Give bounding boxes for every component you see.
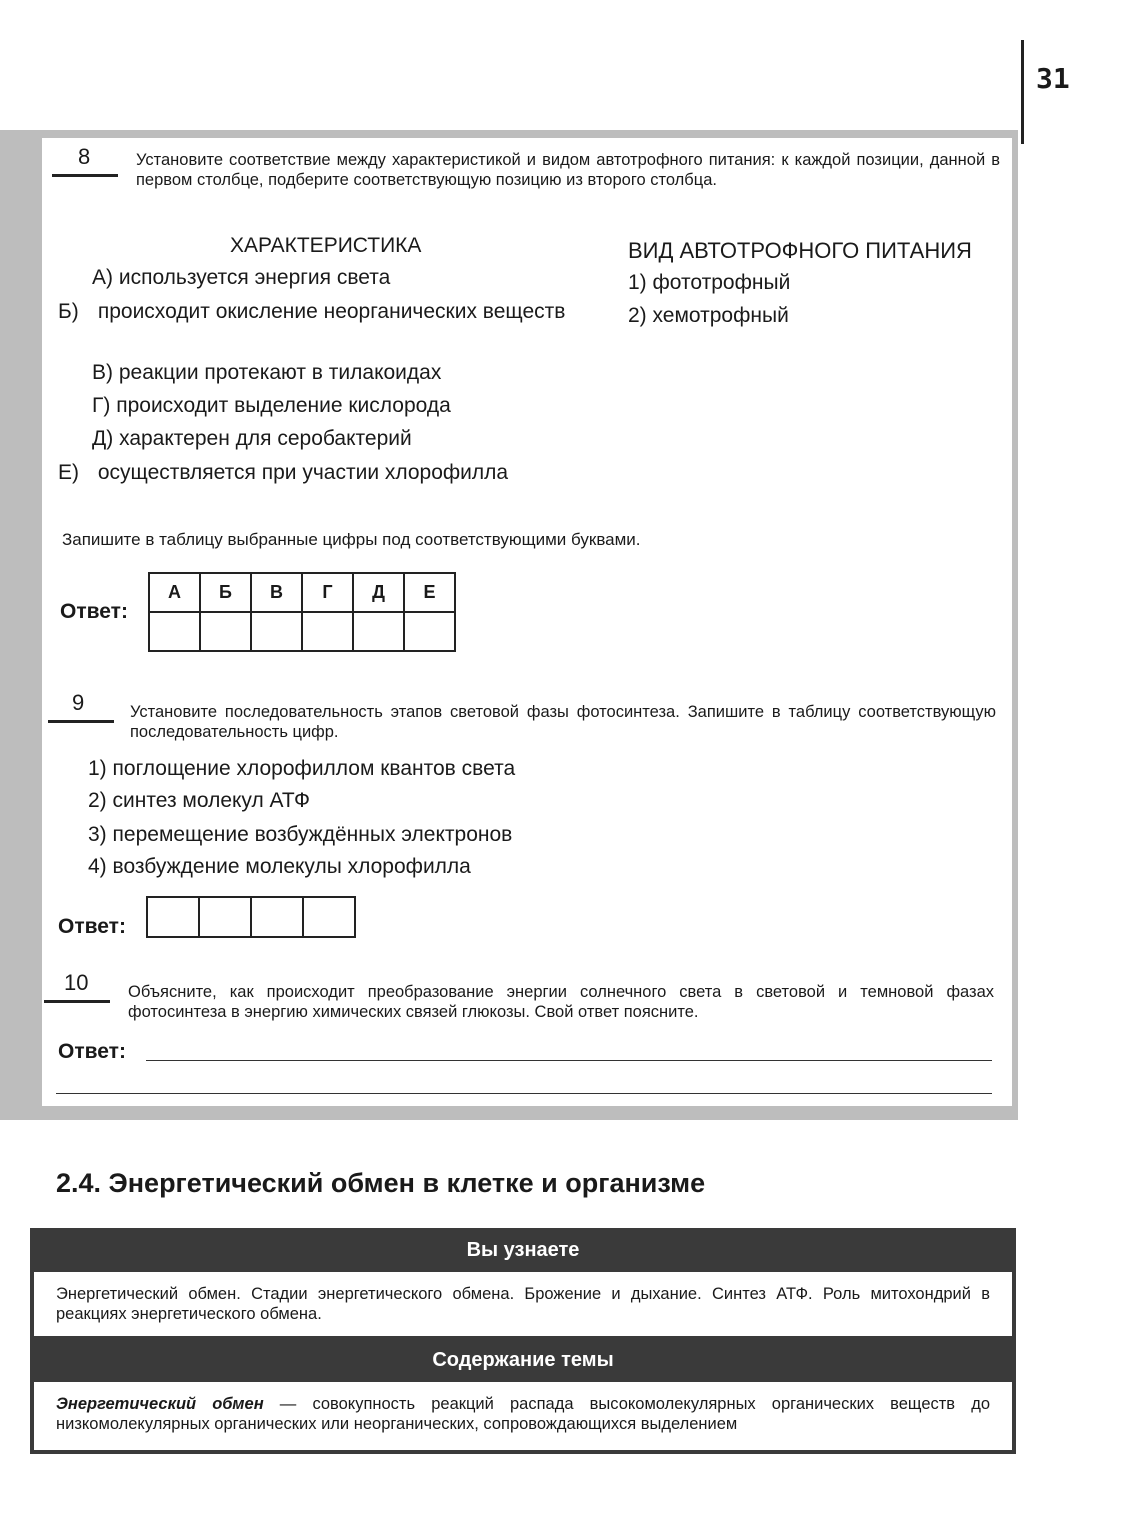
task8-item-a-label: А) (92, 266, 113, 289)
task9-item-1-text: поглощение хлорофиллом квантов света (112, 757, 516, 780)
task9-item-1-label: 1) (88, 757, 107, 780)
learn-header: Вы узнаете (466, 1239, 580, 1261)
learn-box (34, 1272, 1012, 1336)
task8-option-2 (628, 303, 789, 329)
task8-answer-table (148, 572, 456, 652)
task8-header-d: Д (353, 573, 404, 612)
task9-answer-cell-2[interactable] (199, 897, 251, 937)
task8-header-a: А (149, 573, 200, 612)
task8-item-g-label: Г) (92, 394, 111, 417)
task8-item-d-label: Д) (92, 427, 114, 450)
task10-number-underline (44, 1000, 110, 1003)
task8-answer-cell-g[interactable] (302, 612, 353, 651)
page-edge-rule (1021, 40, 1024, 144)
task8-item-b-text: происходит окисление неорганических веществ (97, 300, 566, 323)
task9-item-4-label: 4) (88, 855, 107, 878)
task9-item-2-label: 2) (88, 789, 107, 812)
task9-number: 9 (72, 690, 85, 715)
task8-item-d-text: характерен для серобактерий (119, 427, 412, 450)
section-title: 2.4. Энергетический обмен в клетке и организме (56, 1168, 706, 1198)
task8-header-g: Г (302, 573, 353, 612)
task9-text: Установите последовательность этапов световой фазы фотосинтеза. Запишите в таблицу соответствующую последовательность цифр. (130, 703, 996, 741)
learn-text: Энергетический обмен. Стадии энергетического обмена. Брожение и дыхание. Синтез АТФ. Роль митохондрий в реакциях энергетического обмена. (56, 1285, 990, 1323)
task8-number-underline (52, 174, 118, 177)
task10-text: Объясните, как происходит преобразование энергии солнечного света в световой и темновой фазах фотосинтеза в энергию химических связей глюкозы. Свой ответ поясните. (128, 983, 994, 1021)
task8-item-a (92, 265, 582, 291)
task9-item-2-text: синтез молекул АТФ (112, 789, 311, 812)
task8-item-a-text: используется энергия света (118, 266, 391, 289)
task8-option-2-label: 2) (628, 304, 647, 327)
task8-answer-cell-b[interactable] (200, 612, 251, 651)
section-info-box (30, 1228, 1016, 1454)
task8-option-2-text: хемотрофный (652, 304, 789, 327)
task8-item-e-text: осуществляется при участии хлорофилла (97, 461, 509, 484)
task8-right-header: ВИД АВТОТРОФНОГО ПИТАНИЯ (628, 238, 972, 263)
task10-answer-line-1[interactable] (146, 1060, 992, 1061)
task8-answer-cell-v[interactable] (251, 612, 302, 651)
task8-item-v-text: реакции протекают в тилакоидах (118, 361, 442, 384)
task8-option-1-label: 1) (628, 271, 647, 294)
task8-item-e (92, 460, 606, 486)
task9-item-3 (88, 822, 512, 848)
task8-item-d (92, 426, 582, 452)
content-box (34, 1382, 1012, 1450)
task8-item-b (92, 299, 616, 325)
task9-answer-cell-3[interactable] (251, 897, 303, 937)
task10-number: 10 (64, 970, 89, 995)
task8-item-v (92, 360, 582, 386)
task8-option-1 (628, 270, 790, 296)
task8-answer-cell-e[interactable] (404, 612, 455, 651)
task9-item-4 (88, 854, 471, 880)
task8-instruction: Запишите в таблицу выбранные цифры под соответствующими буквами. (62, 530, 641, 549)
content-paragraph (56, 1394, 990, 1434)
task8-item-g-text: происходит выделение кислорода (116, 394, 451, 417)
task9-answer-cell-4[interactable] (303, 897, 355, 937)
task10-answer-label: Ответ: (58, 1040, 126, 1063)
task9-item-4-text: возбуждение молекулы хлорофилла (112, 855, 471, 878)
task8-item-g (92, 393, 582, 419)
task9-item-3-text: перемещение возбуждённых электронов (112, 823, 513, 846)
task8-text: Установите соответствие между характеристикой и видом автотрофного питания: к каждой позиции, данной в первом столбце, подберите соответствующую позицию из второго столбца. (136, 151, 1000, 189)
task8-left-header: ХАРАКТЕРИСТИКА (230, 234, 422, 257)
task8-header-b: Б (200, 573, 251, 612)
task10-answer-line-2[interactable] (56, 1093, 992, 1094)
page-number: 31 (1036, 62, 1070, 95)
content-text: — совокупность реакций распада высокомолекулярных органических веществ до низкомолекулярных органических или неорганических, сопровождающихся выделением (56, 1395, 991, 1433)
content-term: Энергетический обмен (56, 1395, 264, 1413)
task8-answer-label: Ответ: (60, 600, 128, 623)
content-header: Содержание темы (432, 1349, 614, 1371)
task8-option-1-text: фототрофный (652, 271, 791, 294)
task9-answer-cell-1[interactable] (147, 897, 199, 937)
task9-answer-table (146, 896, 356, 938)
task9-item-1 (88, 756, 515, 782)
task8-item-v-label: В) (92, 361, 113, 384)
task8-answer-cell-a[interactable] (149, 612, 200, 651)
task9-number-underline (48, 720, 114, 723)
task8-header-v: В (251, 573, 302, 612)
task9-item-2 (88, 788, 310, 814)
task8-number: 8 (78, 144, 91, 169)
task9-item-3-label: 3) (88, 823, 107, 846)
task9-answer-label: Ответ: (58, 915, 126, 938)
task8-header-e: Е (404, 573, 455, 612)
task8-answer-cell-d[interactable] (353, 612, 404, 651)
